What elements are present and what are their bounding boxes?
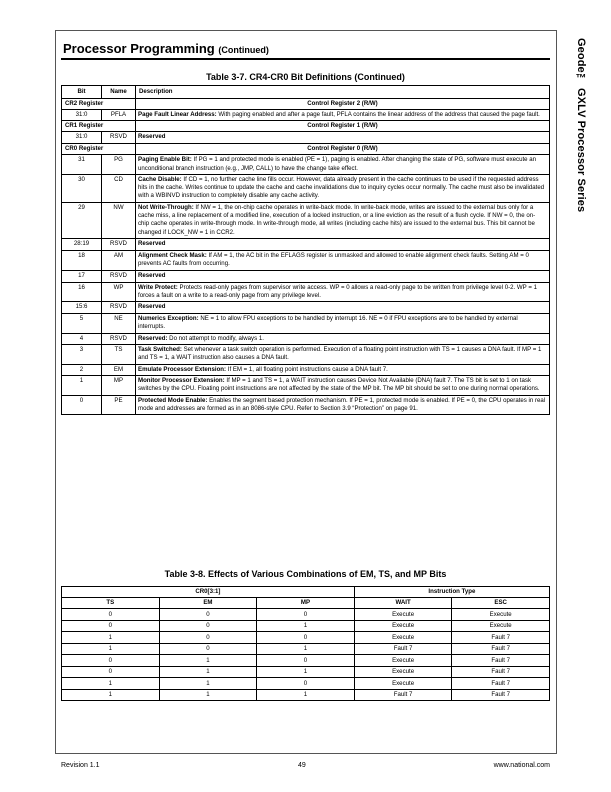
register-section-title: Control Register 1 (R/W) [136,121,550,132]
description-text: If NW = 1, the on-chip cache operates in write-back mode. In write-back mode, writes are issued to the external bus only for a cache miss, a line replacement of a modified line, execution of a locked instruction, or a line eviction as the result of a flush cycle. If NW = 0, the on-chip cache operates in write-through mode. In write-through mode, all writes (including cache hits) are issued to the external bus. This bit cannot be changed if LOCK_NW = 1 in CCR2. [138,203,536,236]
description-term: Reserved: [138,334,168,342]
description-cell [136,333,550,344]
bit-cell: 5 [62,314,102,334]
description-cell [136,238,550,250]
name-cell: RSVD [102,270,136,282]
em-cell: 1 [159,655,257,667]
table-row [62,632,550,644]
wait-cell: Execute [354,620,452,632]
instruction-group-header: Instruction Type [354,587,549,598]
table-row [62,643,550,655]
esc-cell: Fault 7 [452,643,550,655]
register-section-label: CR2 Register [62,99,136,110]
ts-header: TS [62,598,160,609]
description-term: Not Write-Through: [138,203,194,211]
esc-cell: Execute [452,609,550,621]
table-row [62,282,550,302]
esc-header: ESC [452,598,550,609]
name-cell: EM [102,364,136,375]
ts-cell: 0 [62,655,160,667]
wait-cell: Fault 7 [354,689,452,701]
register-section-title: Control Register 2 (R/W) [136,99,550,110]
em-header: EM [159,598,257,609]
description-term: Task Switched: [138,346,182,354]
footer-revision: Revision 1.1 [61,762,100,769]
name-cell: RSVD [102,132,136,144]
table-row [62,609,550,621]
bit-cell: 16 [62,282,102,302]
mp-cell: 0 [257,678,355,690]
esc-cell: Fault 7 [452,666,550,678]
table-row [62,655,550,667]
table-row [62,620,550,632]
em-cell: 1 [159,666,257,678]
name-cell: TS [102,345,136,365]
description-cell [136,110,550,121]
description-cell [136,155,550,175]
esc-cell: Fault 7 [452,689,550,701]
wait-cell: Execute [354,655,452,667]
bit-cell: 0 [62,395,102,415]
em-cell: 0 [159,632,257,644]
description-text: If CD = 1, no further cache line fills occur. However, data already present in the cache continues to be used if the requested address hits in the cache. Writes continue to update the cache and cache invalidations due to inquiry cycles occur normally. The cache must also be invalidated with a WBINVD instruction to completely disable any cache activity. [138,175,545,200]
description-term: Cache Disable: [138,175,182,183]
ts-cell: 0 [62,666,160,678]
description-text: If MP = 1 and TS = 1, a WAIT instruction causes Device Not Available (DNA) fault 7. The TS bit is set to 1 on task switches by the CPU. Floating point instructions are not affected by the state of the MP bit. The MP bit should be set to one during normal operations. [138,376,540,393]
ts-cell: 0 [62,620,160,632]
table-row [62,110,550,121]
name-header: Name [102,86,136,99]
description-cell [136,302,550,314]
description-text: With paging enabled and after a page fault, PFLA contains the linear address of the address that caused the page fault. [216,111,540,118]
name-cell: AM [102,250,136,270]
register-section-label: CR1 Register [62,121,136,132]
table-row [62,689,550,701]
description-text: NE = 1 to allow FPU exceptions to be handled by interrupt 16. NE = 0 if FPU exceptions are to be handled by external interrupts. [138,315,518,331]
description-text: If EM = 1, all floating point instructions cause a DNA fault 7. [226,365,388,373]
name-cell: RSVD [102,238,136,250]
cr0-group-header: CR0[3:1] [62,587,355,598]
em-ts-mp-effects-table [61,586,550,701]
bit-cell: 3 [62,345,102,365]
wait-cell: Execute [354,678,452,690]
page-title-note: (Continued) [218,45,269,55]
description-term: Monitor Processor Extension: [138,376,225,384]
ts-cell: 1 [62,678,160,690]
bit-cell: 17 [62,270,102,282]
bit-cell: 31:0 [62,110,102,121]
description-text: Protects read-only pages from supervisor write access. WP = 0 allows a read-only page to be written from privilege level 0-2. WP = 1 forces a fault on a write to a read-only page from any privilege level. [138,283,537,299]
description-term: Reserved [138,271,166,279]
description-text: Enables the segment based protection mechanism. If PE = 1, protected mode is enabled. If PE = 0, the CPU operates in real mode and addresses are formed as in an 8086-style CPU. Refer to Section 3.9 “Protection” on page 91. [138,396,546,412]
table2-body [62,609,550,701]
esc-cell: Fault 7 [452,655,550,667]
description-term: Paging Enable Bit: [138,156,192,164]
register-section-row [62,99,550,110]
description-text: If PG = 1 and protected mode is enabled (PE = 1), paging is enabled. After changing the state of PG, software must execute an unconditional branch instruction (e.g., JMP, CALL) to have the change take effect. [138,156,537,172]
wait-cell: Fault 7 [354,643,452,655]
mp-cell: 1 [257,620,355,632]
bit-cell: 15:6 [62,302,102,314]
cr-bit-definitions-table [61,85,550,415]
name-cell: PG [102,155,136,175]
name-cell: PE [102,395,136,415]
table2-header-row [62,598,550,609]
name-cell: NE [102,314,136,334]
esc-cell: Fault 7 [452,632,550,644]
description-term: Reserved [138,303,166,311]
table-row [62,155,550,175]
page-title-text: Processor Programming [63,41,215,56]
mp-cell: 0 [257,632,355,644]
mp-cell: 0 [257,609,355,621]
name-cell: WP [102,282,136,302]
table-row [62,333,550,344]
em-cell: 1 [159,678,257,690]
mp-cell: 0 [257,655,355,667]
wait-cell: Execute [354,632,452,644]
table2-caption: Table 3-8. Effects of Various Combinations of EM, TS, and MP Bits [164,569,447,579]
description-term: Numerics Exception: [138,315,199,323]
bit-cell: 29 [62,202,102,238]
bit-cell: 31:0 [62,132,102,144]
table1-header-row [62,86,550,99]
wait-cell: Execute [354,666,452,678]
em-cell: 1 [159,689,257,701]
register-section-title: Control Register 0 (R/W) [136,144,550,155]
esc-cell: Execute [452,620,550,632]
name-cell: NW [102,202,136,238]
ts-cell: 1 [62,689,160,701]
table-row [62,364,550,375]
description-term: Reserved [138,133,166,141]
table-row [62,395,550,415]
mp-header: MP [257,598,355,609]
esc-cell: Fault 7 [452,678,550,690]
register-section-row [62,144,550,155]
bit-cell: 4 [62,333,102,344]
description-cell [136,282,550,302]
register-section-row [62,121,550,132]
table2-group-header-row [62,587,550,598]
name-cell: RSVD [102,333,136,344]
footer-page-number: 49 [298,762,306,769]
description-cell [136,132,550,144]
table-row [62,314,550,334]
table-row [62,678,550,690]
description-term: Page Fault Linear Address: [138,111,217,118]
table-row [62,238,550,250]
table-row [62,375,550,395]
footer-website: www.national.com [493,762,550,769]
table1-body [62,99,550,415]
description-cell [136,202,550,238]
description-term: Reserved [138,239,166,247]
register-section-label: CR0 Register [62,144,136,155]
bit-cell: 31 [62,155,102,175]
em-cell: 0 [159,609,257,621]
table-row [62,270,550,282]
ts-cell: 1 [62,632,160,644]
wait-header: WAIT [354,598,452,609]
table-row [62,250,550,270]
wait-cell: Execute [354,609,452,621]
description-term: Protected Mode Enable: [138,396,208,404]
description-cell [136,270,550,282]
name-cell: CD [102,174,136,202]
table-row [62,345,550,365]
title-rule [61,58,550,60]
table-row [62,174,550,202]
description-cell [136,375,550,395]
description-cell [136,345,550,365]
bit-cell: 2 [62,364,102,375]
ts-cell: 1 [62,643,160,655]
description-header: Description [136,86,550,99]
ts-cell: 0 [62,609,160,621]
table1-caption: Table 3-7. CR4-CR0 Bit Definitions (Continued) [206,72,405,82]
em-cell: 0 [159,643,257,655]
description-text: Do not attempt to modify, always 1. [167,334,264,342]
bit-header: Bit [62,86,102,99]
table-row [62,132,550,144]
description-cell [136,314,550,334]
name-cell: MP [102,375,136,395]
name-cell: RSVD [102,302,136,314]
mp-cell: 1 [257,689,355,701]
description-term: Write Protect: [138,283,178,291]
description-cell [136,364,550,375]
bit-cell: 18 [62,250,102,270]
side-product-title: Geode™ GXLV Processor Series [575,38,587,213]
description-text: If AM = 1, the AC bit in the EFLAGS register is unmasked and allowed to enable alignment check faults. Setting AM = 0 prevents AC faults from occurring. [138,251,529,268]
description-term: Alignment Check Mask: [138,251,207,259]
description-cell [136,174,550,202]
bit-cell: 30 [62,174,102,202]
table-row [62,666,550,678]
table-row [62,302,550,314]
table-row [62,202,550,238]
mp-cell: 1 [257,666,355,678]
description-text: Set whenever a task switch operation is performed. Execution of a floating point instruction with TS = 1 causes a DNA fault. If MP = 1 and TS = 1, a WAIT instruction also causes a DNA fault. [138,346,542,362]
mp-cell: 1 [257,643,355,655]
name-cell: PFLA [102,110,136,121]
bit-cell: 1 [62,375,102,395]
page-title [63,41,269,56]
bit-cell: 28:19 [62,238,102,250]
em-cell: 0 [159,620,257,632]
description-term: Emulate Processor Extension: [138,365,227,373]
description-cell [136,250,550,270]
description-cell [136,395,550,415]
